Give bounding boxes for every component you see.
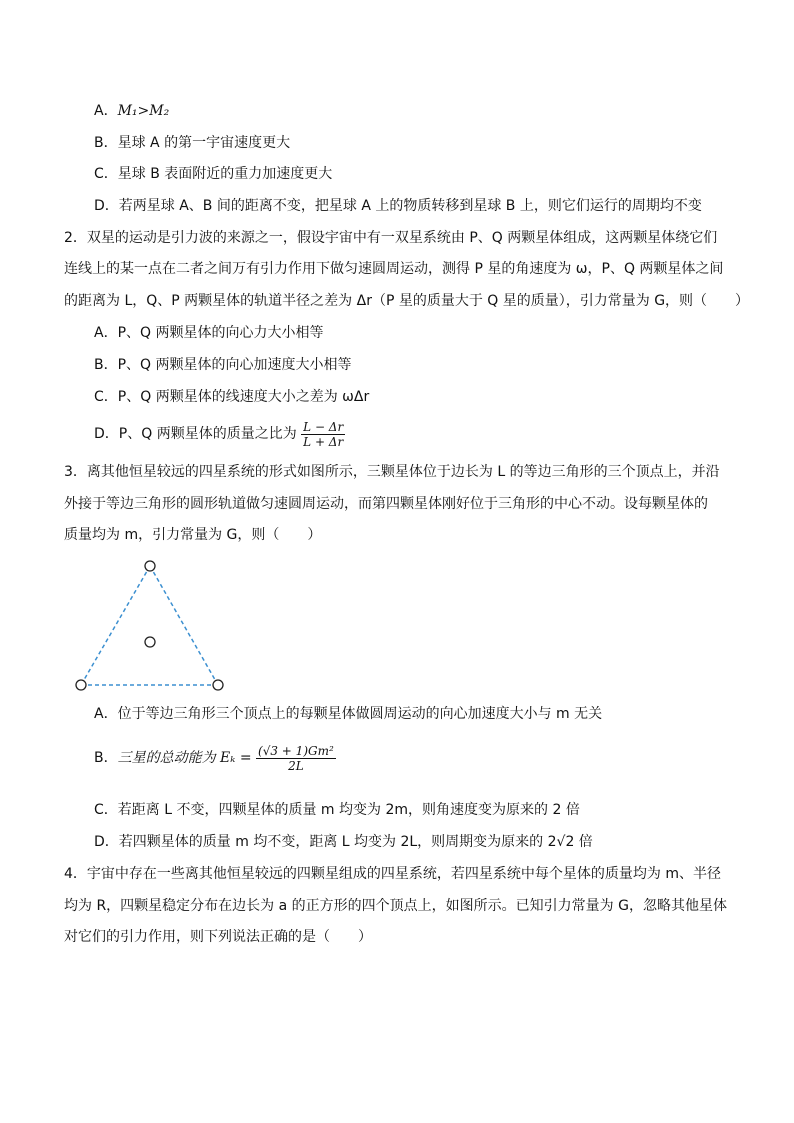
option-letter: D． (94, 198, 119, 214)
q2-option-b (94, 355, 352, 375)
option-letter: B． (94, 135, 118, 151)
option-text: M₁>M₂ (117, 103, 170, 119)
star-center (145, 637, 155, 647)
q3-stem-line-1: 3．离其他恒星较远的四星系统的形式如图所示，三颗星体位于边长为 L 的等边三角形的三个顶点上，并沿 (64, 464, 720, 480)
q3-option-d (94, 832, 593, 852)
star-top (145, 561, 155, 571)
star-bottom-left (76, 680, 86, 690)
option-letter: C． (94, 802, 118, 818)
option-letter: A． (94, 103, 118, 119)
four-star-triangle-figure (68, 554, 236, 696)
option-text: 星球 B 表面附近的重力加速度更大 (117, 166, 333, 182)
option-letter: D． (94, 426, 119, 442)
option-text: 若两星球 A、B 间的距离不变，把星球 A 上的物质转移到星球 B 上，则它们运行的周期均不变 (118, 198, 702, 214)
option-text: 位于等边三角形三个顶点上的每颗星体做圆周运动的向心加速度大小与 m 无关 (117, 706, 603, 722)
option-text: 三星的总动能为 Eₖ = (117, 750, 252, 766)
q2-stem-line-2: 连线上的某一点在二者之间万有引力作用下做匀速圆周运动，测得 P 星的角速度为 ω，P、Q 两颗星体之间 (64, 261, 724, 277)
q1-option-d (94, 196, 702, 216)
star-bottom-right (213, 680, 223, 690)
q3-stem-line-2: 外接于等边三角形的圆形轨道做匀速圆周运动，而第四颗星体刚好位于三角形的中心不动。设每颗星体的 (64, 496, 708, 512)
q1-option-b (94, 133, 290, 153)
fraction-denominator: L + Δr (303, 434, 344, 449)
option-letter: C． (94, 389, 118, 405)
option-text: P、Q 两颗星体的线速度大小之差为 ωΔr (117, 389, 370, 405)
q3-option-b (94, 734, 336, 782)
option-letter: D． (94, 834, 119, 850)
option-letter: B． (94, 357, 118, 373)
option-letter: B． (94, 750, 118, 766)
q1-option-c (94, 164, 332, 184)
option-text: 若四颗星体的质量 m 均不变，距离 L 均变为 2L，则周期变为原来的 2√2 倍 (118, 834, 593, 850)
option-text: P、Q 两颗星体的向心力大小相等 (117, 325, 324, 341)
option-letter: A． (94, 706, 118, 722)
q1-option-a (94, 101, 169, 121)
kinetic-energy-fraction (256, 744, 336, 773)
option-text: P、Q 两颗星体的向心加速度大小相等 (117, 357, 352, 373)
option-text: P、Q 两颗星体的质量之比为 (118, 426, 297, 442)
q4-stem-line-1: 4．宇宙中存在一些离其他恒星较远的四颗星组成的四星系统，若四星系统中每个星体的质量均为 m、半径 (64, 866, 721, 882)
option-text: 若距离 L 不变，四颗星体的质量 m 均变为 2m，则角速度变为原来的 2 倍 (117, 802, 580, 818)
q4-stem-line-3: 对它们的引力作用，则下列说法正确的是（ ） (64, 929, 372, 945)
fraction-denominator: 2L (288, 758, 304, 773)
triangle-diagram (68, 554, 236, 696)
option-letter: C． (94, 166, 118, 182)
q4-stem-line-2: 均为 R，四颗星稳定分布在边长为 a 的正方形的四个顶点上，如图所示。已知引力常量为 G，忽略其他星体 (64, 898, 727, 914)
q3-option-c (94, 800, 580, 820)
fraction-numerator: (√3 + 1)Gm² (258, 743, 334, 758)
fraction-numerator: L − Δr (303, 419, 344, 434)
q3-stem-line-3: 质量均为 m，引力常量为 G，则（ ） (64, 527, 322, 543)
option-letter: A． (94, 325, 118, 341)
triangle-edge-left (81, 566, 150, 685)
option-text: 星球 A 的第一宇宙速度更大 (117, 135, 291, 151)
q2-option-d (94, 416, 345, 452)
q2-option-c (94, 387, 369, 407)
q2-stem-line-1: 2．双星的运动是引力波的来源之一，假设宇宙中有一双星系统由 P、Q 两颗星体组成，这两颗星体绕它们 (64, 230, 718, 246)
triangle-edge-right (150, 566, 218, 685)
q3-option-a (94, 704, 602, 724)
q2-stem-line-3: 的距离为 L，Q、P 两颗星体的轨道半径之差为 Δr（P 星的质量大于 Q 星的质量），引力常量为 G，则（ ） (64, 293, 750, 309)
mass-ratio-fraction (301, 420, 345, 449)
q2-option-a (94, 323, 324, 343)
